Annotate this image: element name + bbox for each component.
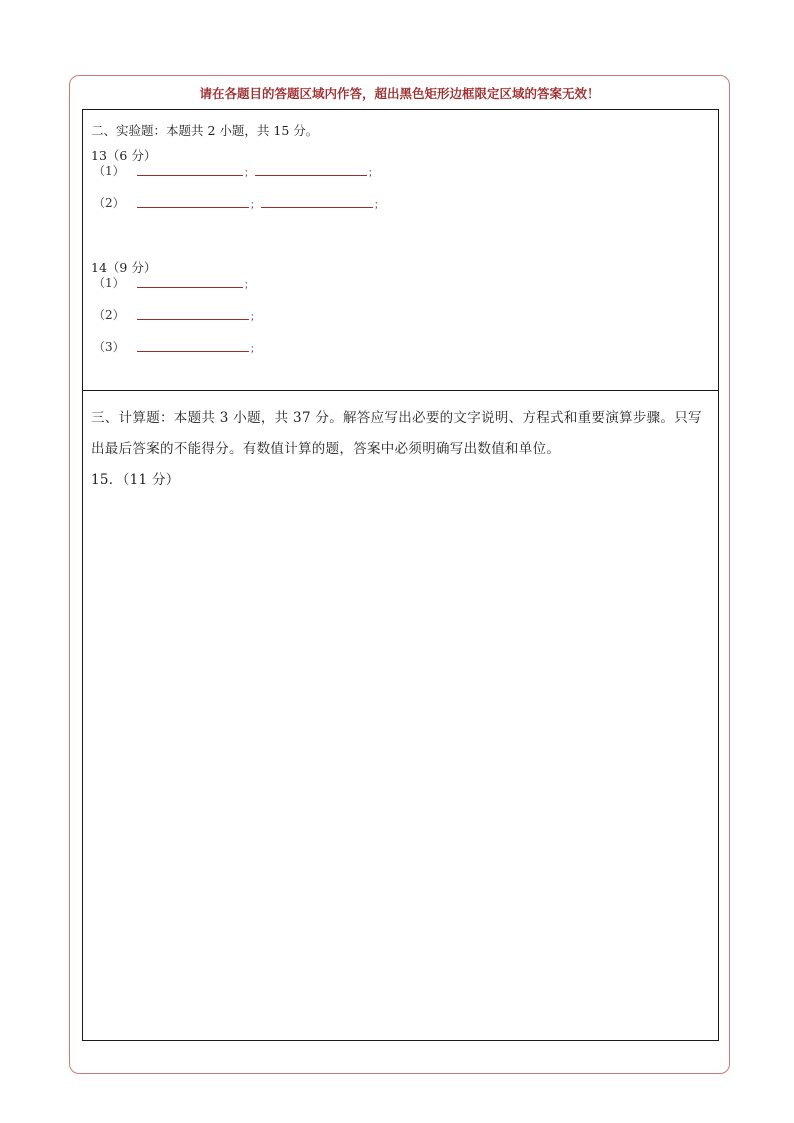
q14-part2-blank[interactable]	[137, 307, 249, 320]
q14-part3-separator: ；	[250, 344, 260, 355]
q14-part1-separator: ；	[244, 280, 254, 291]
q13-part1-blank-a[interactable]	[137, 163, 243, 176]
q13-part2-row	[93, 193, 385, 211]
q13-part1-separator-b: ；	[368, 168, 378, 179]
answer-area-warning: 请在各题目的答题区域内作答，超出黑色矩形边框限定区域的答案无效！	[199, 86, 600, 101]
section-divider	[82, 390, 719, 391]
q13-part1-number: （1）	[93, 164, 125, 178]
q14-part1-row	[93, 273, 255, 291]
q14-part2-row	[93, 305, 261, 323]
q15-answer-area[interactable]	[83, 495, 718, 1040]
q13-part2-number: （2）	[93, 196, 125, 210]
q14-label: 14（9 分）	[91, 260, 157, 275]
q14-part3-blank[interactable]	[137, 339, 249, 352]
q14-part3-row	[93, 337, 261, 355]
q13-part2-blank-b[interactable]	[261, 195, 373, 208]
q13-part2-separator-a: ；	[250, 200, 260, 211]
q14-part2-separator: ；	[250, 312, 260, 323]
q14-part1-blank[interactable]	[137, 275, 243, 288]
q13-label: 13（6 分）	[91, 148, 157, 163]
q15-label: 15．（11 分）	[91, 472, 180, 488]
q14-part1-number: （1）	[93, 276, 125, 290]
section3-instructions-line2: 出最后答案的不能得分。有数值计算的题，答案中必须明确写出数值和单位。	[91, 441, 561, 457]
section3-instructions-line1: 三、计算题：本题共 3 小题，共 37 分。解答应写出必要的文字说明、方程式和重要演算步骤。只写	[91, 410, 702, 426]
q13-part1-row	[93, 161, 379, 179]
q14-part3-number: （3）	[93, 340, 125, 354]
q13-part2-blank-a[interactable]	[137, 195, 249, 208]
q13-part2-separator-b: ；	[374, 200, 384, 211]
section2-heading: 二、实验题：本题共 2 小题，共 15 分。	[91, 123, 319, 138]
q14-part2-number: （2）	[93, 308, 125, 322]
q13-part1-blank-b[interactable]	[255, 163, 367, 176]
q13-part1-separator-a: ；	[244, 168, 254, 179]
